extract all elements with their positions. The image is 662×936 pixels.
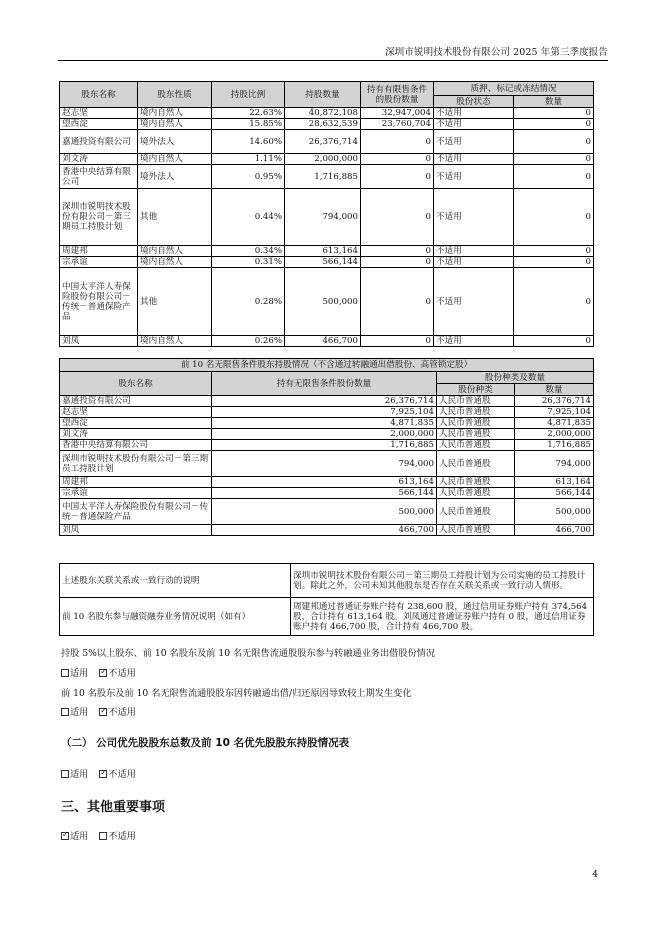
holder-row bbox=[60, 154, 594, 165]
holder-nature: 境外法人 bbox=[138, 130, 212, 154]
top-ten-shareholders-table bbox=[59, 81, 594, 347]
holder-name: 刘文涛 bbox=[60, 154, 138, 165]
running-header: 深圳市锐明技术股份有限公司 2025 年第三季度报告 bbox=[385, 47, 608, 58]
unr-type: 人民币普通股 bbox=[437, 407, 515, 418]
unchecked-box-icon bbox=[61, 770, 69, 778]
unr-quantity: 566,144 bbox=[212, 488, 437, 499]
other-matters-options bbox=[61, 828, 144, 842]
holder-pledge-status: 不适用 bbox=[434, 130, 514, 154]
col-header-name: 股东名称 bbox=[60, 82, 138, 108]
change-paragraph: 前 10 名股东及前 10 名无限售流通股股东因转融通出借/归还原因导致较上期发生变化 bbox=[61, 688, 412, 699]
unr-quantity: 500,000 bbox=[212, 499, 437, 525]
holder-ratio: 1.11% bbox=[212, 154, 285, 165]
holder-restricted: 23,760,704 bbox=[361, 119, 434, 130]
checked-box-icon bbox=[99, 770, 107, 778]
unrestricted-row bbox=[60, 477, 594, 488]
holder-pledge-status: 不适用 bbox=[434, 165, 514, 189]
holder-pledge-status: 不适用 bbox=[434, 154, 514, 165]
unrestricted-table-title: 前 10 名无限售条件股东持股情况（不含通过转融通出借股份、高管锁定股） bbox=[60, 359, 594, 372]
holder-name: 深圳市锐明技术股份有限公司－第三期员工持股计划 bbox=[60, 189, 138, 246]
lending-applicable-option[interactable]: 适用 bbox=[61, 668, 88, 679]
unr-quantity: 794,000 bbox=[212, 451, 437, 477]
holder-name: 香港中央结算有限公司 bbox=[60, 165, 138, 189]
checked-box-icon bbox=[61, 832, 69, 840]
holder-restricted: 0 bbox=[361, 189, 434, 246]
preferred-shareholders-heading: （二） 公司优先股股东总数及前 10 名优先股股东持股情况表 bbox=[61, 737, 350, 749]
unr-name: 望西淀 bbox=[60, 418, 212, 429]
holder-restricted: 32,947,004 bbox=[361, 108, 434, 119]
holder-pledge-qty: 0 bbox=[514, 189, 594, 246]
holder-nature: 境内自然人 bbox=[138, 336, 212, 347]
related-party-label: 上述股东关联关系或一致行动的说明 bbox=[60, 564, 291, 598]
change-applicable-option[interactable]: 适用 bbox=[61, 707, 88, 718]
unr-qty: 466,700 bbox=[515, 525, 594, 536]
col-header-pledge-qty: 数量 bbox=[514, 96, 594, 108]
holder-pledge-qty: 0 bbox=[514, 246, 594, 257]
unr-qty: 4,871,835 bbox=[515, 418, 594, 429]
holder-nature: 境外法人 bbox=[138, 165, 212, 189]
holder-pledge-status: 不适用 bbox=[434, 108, 514, 119]
unrestricted-row bbox=[60, 499, 594, 525]
unchecked-box-icon bbox=[61, 708, 69, 716]
holder-row bbox=[60, 268, 594, 336]
unr-qty: 794,000 bbox=[515, 451, 594, 477]
col-header-ratio: 持股比例 bbox=[212, 82, 285, 108]
unchecked-box-icon bbox=[99, 832, 107, 840]
unr-name: 周建邦 bbox=[60, 477, 212, 488]
holder-row bbox=[60, 189, 594, 246]
holder-quantity: 566,144 bbox=[285, 257, 361, 268]
holder-pledge-qty: 0 bbox=[514, 257, 594, 268]
holder-nature: 境内自然人 bbox=[138, 154, 212, 165]
unr-quantity: 4,871,835 bbox=[212, 418, 437, 429]
holder-restricted: 0 bbox=[361, 268, 434, 336]
unr-quantity: 1,716,885 bbox=[212, 440, 437, 451]
holder-name: 赵志坚 bbox=[60, 108, 138, 119]
unrestricted-row bbox=[60, 396, 594, 407]
holder-row bbox=[60, 336, 594, 347]
holder-nature: 境内自然人 bbox=[138, 108, 212, 119]
unr-type: 人民币普通股 bbox=[437, 525, 515, 536]
holder-quantity: 794,000 bbox=[285, 189, 361, 246]
unr-qty: 7,925,104 bbox=[515, 407, 594, 418]
holder-pledge-status: 不适用 bbox=[434, 336, 514, 347]
holder-ratio: 0.95% bbox=[212, 165, 285, 189]
col-header-nature: 股东性质 bbox=[138, 82, 212, 108]
unr-type: 人民币普通股 bbox=[437, 488, 515, 499]
holder-nature: 境内自然人 bbox=[138, 246, 212, 257]
col-header-unr-name: 股东名称 bbox=[60, 372, 212, 396]
holder-name: 宗承谊 bbox=[60, 257, 138, 268]
unr-qty: 500,000 bbox=[515, 499, 594, 525]
unr-type: 人民币普通股 bbox=[437, 477, 515, 488]
unrestricted-row bbox=[60, 429, 594, 440]
holder-name: 刘凤 bbox=[60, 336, 138, 347]
holder-row bbox=[60, 165, 594, 189]
holders-body bbox=[60, 108, 594, 347]
unrestricted-row bbox=[60, 451, 594, 477]
lending-not-applicable-option[interactable]: ✓ 不适用 bbox=[99, 668, 136, 679]
col-header-restricted: 持有有限售条件的股份数量 bbox=[361, 82, 434, 108]
unrestricted-row bbox=[60, 440, 594, 451]
holder-restricted: 0 bbox=[361, 246, 434, 257]
holder-name: 周建邦 bbox=[60, 246, 138, 257]
holder-nature: 其他 bbox=[138, 189, 212, 246]
unrestricted-body bbox=[60, 396, 594, 536]
holder-ratio: 0.26% bbox=[212, 336, 285, 347]
unr-type: 人民币普通股 bbox=[437, 418, 515, 429]
holder-row bbox=[60, 119, 594, 130]
holder-ratio: 14.60% bbox=[212, 130, 285, 154]
holder-pledge-qty: 0 bbox=[514, 268, 594, 336]
preferred-applicable-option[interactable]: 适用 bbox=[61, 769, 88, 780]
header-rule bbox=[58, 60, 608, 61]
unr-qty: 26,376,714 bbox=[515, 396, 594, 407]
unr-qty: 566,144 bbox=[515, 488, 594, 499]
unr-type: 人民币普通股 bbox=[437, 451, 515, 477]
holder-restricted: 0 bbox=[361, 165, 434, 189]
notes-table bbox=[59, 563, 594, 636]
holder-restricted: 0 bbox=[361, 336, 434, 347]
holder-pledge-status: 不适用 bbox=[434, 268, 514, 336]
margin-trading-label: 前 10 名股东参与融资融券业务情况说明（如有） bbox=[60, 598, 291, 636]
unr-type: 人民币普通股 bbox=[437, 440, 515, 451]
preferred-not-applicable-option[interactable]: ✓ 不适用 bbox=[99, 769, 136, 780]
holder-restricted: 0 bbox=[361, 154, 434, 165]
section-heading: 三、其他重要事项 bbox=[61, 800, 166, 815]
unrestricted-row bbox=[60, 488, 594, 499]
holder-nature: 境内自然人 bbox=[138, 119, 212, 130]
col-header-unr-qty: 数量 bbox=[515, 384, 594, 396]
unr-type: 人民币普通股 bbox=[437, 499, 515, 525]
other-applicable-option[interactable]: ✓适用 bbox=[61, 831, 88, 842]
lending-options bbox=[61, 665, 144, 679]
holder-pledge-status: 不适用 bbox=[434, 119, 514, 130]
margin-trading-text: 周建邦通过普通证券账户持有 238,600 股，通过信用证券账户持有 374,564 股，合计持有 613,164 股。刘凤通过普通证券账户持有 0 股，通过信用证券账户持有 466,700 股，合计持有 466,700 股。 bbox=[291, 598, 594, 636]
holder-pledge-qty: 0 bbox=[514, 108, 594, 119]
holder-ratio: 0.28% bbox=[212, 268, 285, 336]
holder-nature: 境内自然人 bbox=[138, 257, 212, 268]
unrestricted-row bbox=[60, 407, 594, 418]
unrestricted-shareholders-table bbox=[59, 358, 594, 536]
related-party-text: 深圳市锐明技术股份有限公司－第三期员工持股计划为公司实施的员工持股计划。除此之外，公司未知其他股东是否存在关联关系或一致行动人情形。 bbox=[291, 564, 594, 598]
col-header-quantity: 持股数量 bbox=[285, 82, 361, 108]
unr-name: 深圳市锐明技术股份有限公司－第三期员工持股计划 bbox=[60, 451, 212, 477]
holder-ratio: 0.34% bbox=[212, 246, 285, 257]
holder-quantity: 613,164 bbox=[285, 246, 361, 257]
change-options bbox=[61, 704, 144, 718]
unr-name: 刘文涛 bbox=[60, 429, 212, 440]
unr-name: 中国太平洋人寿保险股份有限公司－传统－普通保险产品 bbox=[60, 499, 212, 525]
page-number: 4 bbox=[592, 870, 598, 880]
col-header-unr-type-group: 股份种类及数量 bbox=[437, 372, 594, 384]
preferred-options bbox=[61, 766, 144, 780]
other-not-applicable-option[interactable]: 不适用 bbox=[99, 831, 136, 842]
unr-type: 人民币普通股 bbox=[437, 429, 515, 440]
holder-pledge-qty: 0 bbox=[514, 336, 594, 347]
unr-quantity: 466,700 bbox=[212, 525, 437, 536]
holder-row bbox=[60, 108, 594, 119]
holder-row bbox=[60, 130, 594, 154]
unchecked-box-icon bbox=[61, 669, 69, 677]
holder-name: 中国太平洋人寿保险股份有限公司－传统－普通保险产品 bbox=[60, 268, 138, 336]
col-header-unr-type: 股份种类 bbox=[437, 384, 515, 396]
unr-name: 宗承谊 bbox=[60, 488, 212, 499]
unr-quantity: 2,000,000 bbox=[212, 429, 437, 440]
unr-name: 香港中央结算有限公司 bbox=[60, 440, 212, 451]
unr-name: 嘉通投资有限公司 bbox=[60, 396, 212, 407]
holder-restricted: 0 bbox=[361, 130, 434, 154]
holder-nature: 其他 bbox=[138, 268, 212, 336]
unr-qty: 613,164 bbox=[515, 477, 594, 488]
unr-name: 赵志坚 bbox=[60, 407, 212, 418]
holder-quantity: 1,716,885 bbox=[285, 165, 361, 189]
col-header-pledge-group: 质押、标记或冻结情况 bbox=[434, 82, 594, 96]
holder-name: 嘉通投资有限公司 bbox=[60, 130, 138, 154]
holder-ratio: 0.31% bbox=[212, 257, 285, 268]
holder-ratio: 22.63% bbox=[212, 108, 285, 119]
holder-pledge-qty: 0 bbox=[514, 119, 594, 130]
holder-quantity: 40,872,108 bbox=[285, 108, 361, 119]
change-not-applicable-option[interactable]: ✓ 不适用 bbox=[99, 707, 136, 718]
unr-qty: 2,000,000 bbox=[515, 429, 594, 440]
holder-quantity: 466,700 bbox=[285, 336, 361, 347]
holder-pledge-qty: 0 bbox=[514, 165, 594, 189]
holder-quantity: 500,000 bbox=[285, 268, 361, 336]
holder-quantity: 28,632,539 bbox=[285, 119, 361, 130]
unrestricted-row bbox=[60, 418, 594, 429]
holder-ratio: 0.44% bbox=[212, 189, 285, 246]
col-header-unr-quantity: 持有无限售条件股份数量 bbox=[212, 372, 437, 396]
holder-pledge-status: 不适用 bbox=[434, 257, 514, 268]
unr-quantity: 26,376,714 bbox=[212, 396, 437, 407]
holder-quantity: 26,376,714 bbox=[285, 130, 361, 154]
unr-name: 刘凤 bbox=[60, 525, 212, 536]
unr-qty: 1,716,885 bbox=[515, 440, 594, 451]
holder-pledge-status: 不适用 bbox=[434, 189, 514, 246]
holder-restricted: 0 bbox=[361, 257, 434, 268]
checked-box-icon bbox=[99, 669, 107, 677]
unr-quantity: 613,164 bbox=[212, 477, 437, 488]
holder-ratio: 15.85% bbox=[212, 119, 285, 130]
holder-pledge-status: 不适用 bbox=[434, 246, 514, 257]
holder-row bbox=[60, 246, 594, 257]
holder-quantity: 2,000,000 bbox=[285, 154, 361, 165]
unr-quantity: 7,925,104 bbox=[212, 407, 437, 418]
col-header-pledge-status: 股份状态 bbox=[434, 96, 514, 108]
holder-name: 望西淀 bbox=[60, 119, 138, 130]
holder-pledge-qty: 0 bbox=[514, 154, 594, 165]
unrestricted-row bbox=[60, 525, 594, 536]
checked-box-icon bbox=[99, 708, 107, 716]
lending-paragraph: 持股 5%以上股东、前 10 名股东及前 10 名无限售流通股股东参与转融通业务出借股份情况 bbox=[61, 648, 436, 659]
unr-type: 人民币普通股 bbox=[437, 396, 515, 407]
holder-pledge-qty: 0 bbox=[514, 130, 594, 154]
holder-row bbox=[60, 257, 594, 268]
